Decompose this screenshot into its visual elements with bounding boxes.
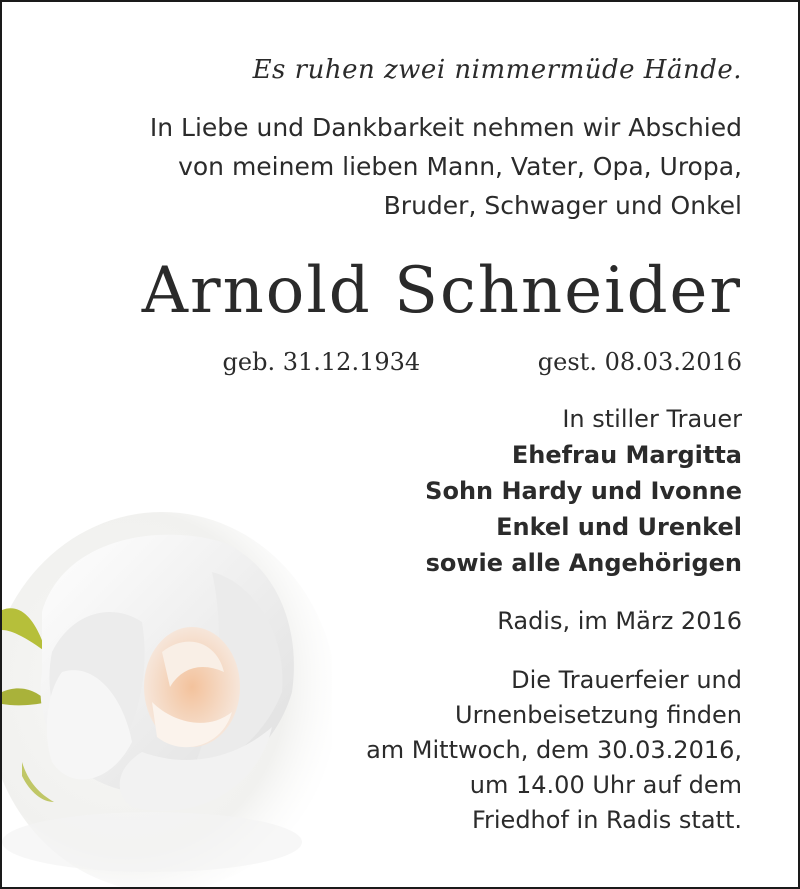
deceased-name: Arnold Schneider (141, 254, 742, 328)
intro-line: von meinem lieben Mann, Vater, Opa, Uropa, (178, 152, 742, 181)
notice-text (42, 52, 742, 838)
motto: Es ruhen zwei nimmermüde Hände. (252, 55, 742, 85)
death-date: gest. 08.03.2016 (537, 348, 742, 376)
intro-text (42, 108, 742, 225)
ceremony-line: Die Trauerfeier und (511, 666, 742, 694)
birth-date: geb. 31.12.1934 (222, 348, 421, 376)
intro-line: Bruder, Schwager und Onkel (383, 191, 742, 220)
life-dates (42, 345, 742, 379)
mourner: Enkel und Urenkel (496, 513, 742, 541)
ceremony-line: Urnenbeisetzung finden (455, 701, 742, 729)
ceremony-line: am Mittwoch, dem 30.03.2016, (366, 736, 742, 764)
intro-line: In Liebe und Dankbarkeit nehmen wir Abschied (149, 113, 742, 142)
place-date: Radis, im März 2016 (497, 607, 742, 635)
ceremony-line: um 14.00 Uhr auf dem (469, 771, 742, 799)
mourner: Ehefrau Margitta (511, 441, 742, 469)
mourner: sowie alle Angehörigen (425, 549, 742, 577)
mourner: Sohn Hardy und Ivonne (425, 477, 742, 505)
ceremony-line: Friedhof in Radis statt. (471, 806, 742, 834)
mourners-block (42, 401, 742, 581)
ceremony-info (42, 663, 742, 838)
mourning-intro: In stiller Trauer (562, 405, 742, 433)
